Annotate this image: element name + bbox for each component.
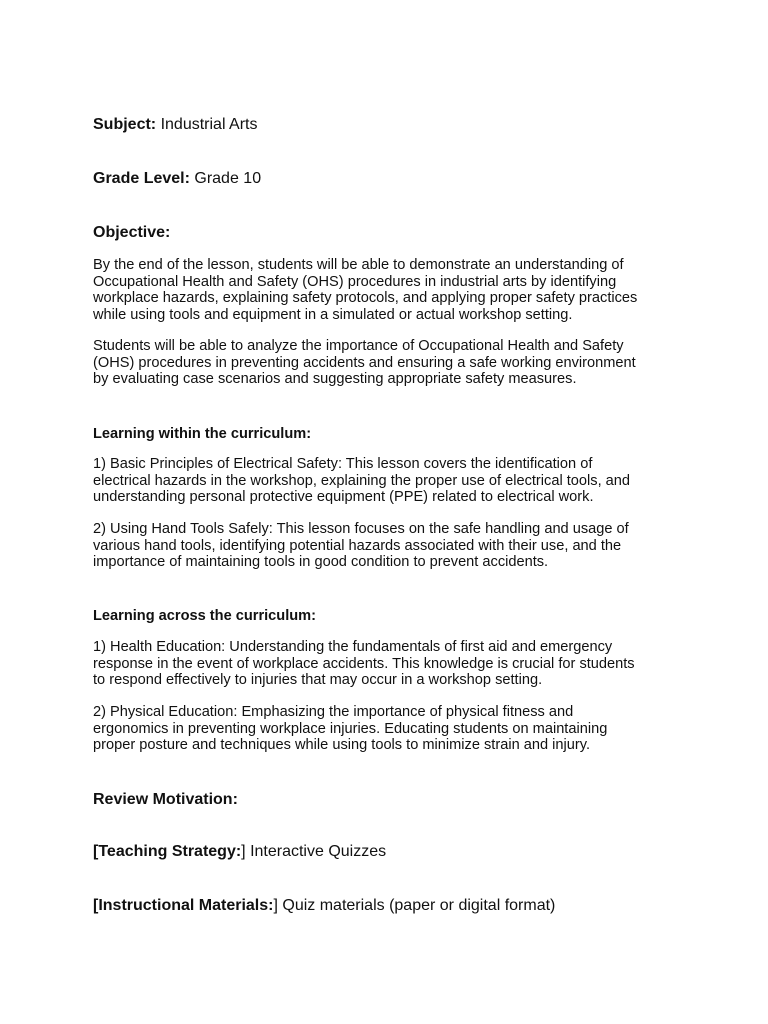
text-line: workplace hazards, explaining safety protocols, and applying proper safety practices bbox=[93, 290, 638, 307]
text-line: Students will be able to analyze the importance of Occupational Health and Safety bbox=[93, 338, 624, 354]
text-line: importance of maintaining tools in good condition to prevent accidents. bbox=[93, 554, 549, 571]
grade-level-label: Grade Level: bbox=[93, 170, 190, 187]
within-curriculum-heading: Learning within the curriculum: bbox=[93, 426, 312, 442]
teaching-strategy-value: ] Interactive Quizzes bbox=[241, 843, 387, 860]
across-curriculum-item-2 bbox=[93, 704, 693, 754]
text-line: proper posture and techniques while using tools to minimize strain and injury. bbox=[93, 737, 590, 754]
grade-level-field bbox=[93, 169, 261, 189]
teaching-strategy-field bbox=[93, 842, 386, 862]
text-line: 1) Health Education: Understanding the fundamentals of first aid and emergency bbox=[93, 639, 613, 655]
instructional-materials-field bbox=[93, 896, 555, 916]
across-curriculum-item-1 bbox=[93, 639, 693, 689]
text-line: while using tools and equipment in a simulated or actual workshop setting. bbox=[93, 306, 573, 323]
teaching-strategy-label: [Teaching Strategy: bbox=[93, 843, 242, 860]
within-curriculum-item-2 bbox=[93, 521, 693, 571]
objective-paragraph-1 bbox=[93, 257, 693, 323]
text-line: by evaluating case scenarios and suggesting appropriate safety measures. bbox=[93, 371, 577, 388]
text-line: Occupational Health and Safety (OHS) procedures in industrial arts by identifying bbox=[93, 273, 617, 290]
subject-field bbox=[93, 115, 258, 135]
text-line: electrical hazards in the workshop, explaining the proper use of electrical tools, and bbox=[93, 472, 631, 489]
text-line: (OHS) procedures in preventing accidents and ensuring a safe working environment bbox=[93, 354, 636, 371]
across-curriculum-heading: Learning across the curriculum: bbox=[93, 608, 317, 624]
text-line: 1) Basic Principles of Electrical Safety: This lesson covers the identification of bbox=[93, 456, 593, 472]
review-motivation-heading: Review Motivation: bbox=[93, 791, 238, 808]
subject-label: Subject: bbox=[93, 116, 157, 133]
text-line: 2) Physical Education: Emphasizing the importance of physical fitness and bbox=[93, 704, 574, 720]
within-curriculum-item-1 bbox=[93, 456, 693, 506]
text-line: to respond effectively to injuries that may occur in a workshop setting. bbox=[93, 672, 543, 689]
objective-heading: Objective: bbox=[93, 224, 171, 241]
text-line: response in the event of workplace accidents. This knowledge is crucial for students bbox=[93, 655, 635, 672]
instructional-materials-label: [Instructional Materials: bbox=[93, 897, 274, 914]
text-line: various hand tools, identifying potential hazards associated with their use, and the bbox=[93, 537, 622, 554]
subject-value: Industrial Arts bbox=[156, 116, 258, 133]
text-line: By the end of the lesson, students will be able to demonstrate an understanding of bbox=[93, 257, 624, 273]
grade-level-value: Grade 10 bbox=[189, 170, 262, 187]
objective-paragraph-2 bbox=[93, 338, 693, 388]
instructional-materials-value: ] Quiz materials (paper or digital format) bbox=[273, 897, 556, 914]
text-line: 2) Using Hand Tools Safely: This lesson focuses on the safe handling and usage of bbox=[93, 521, 629, 537]
text-line: understanding personal protective equipment (PPE) related to electrical work. bbox=[93, 489, 594, 506]
text-line: ergonomics in preventing workplace injuries. Educating students on maintaining bbox=[93, 720, 608, 737]
